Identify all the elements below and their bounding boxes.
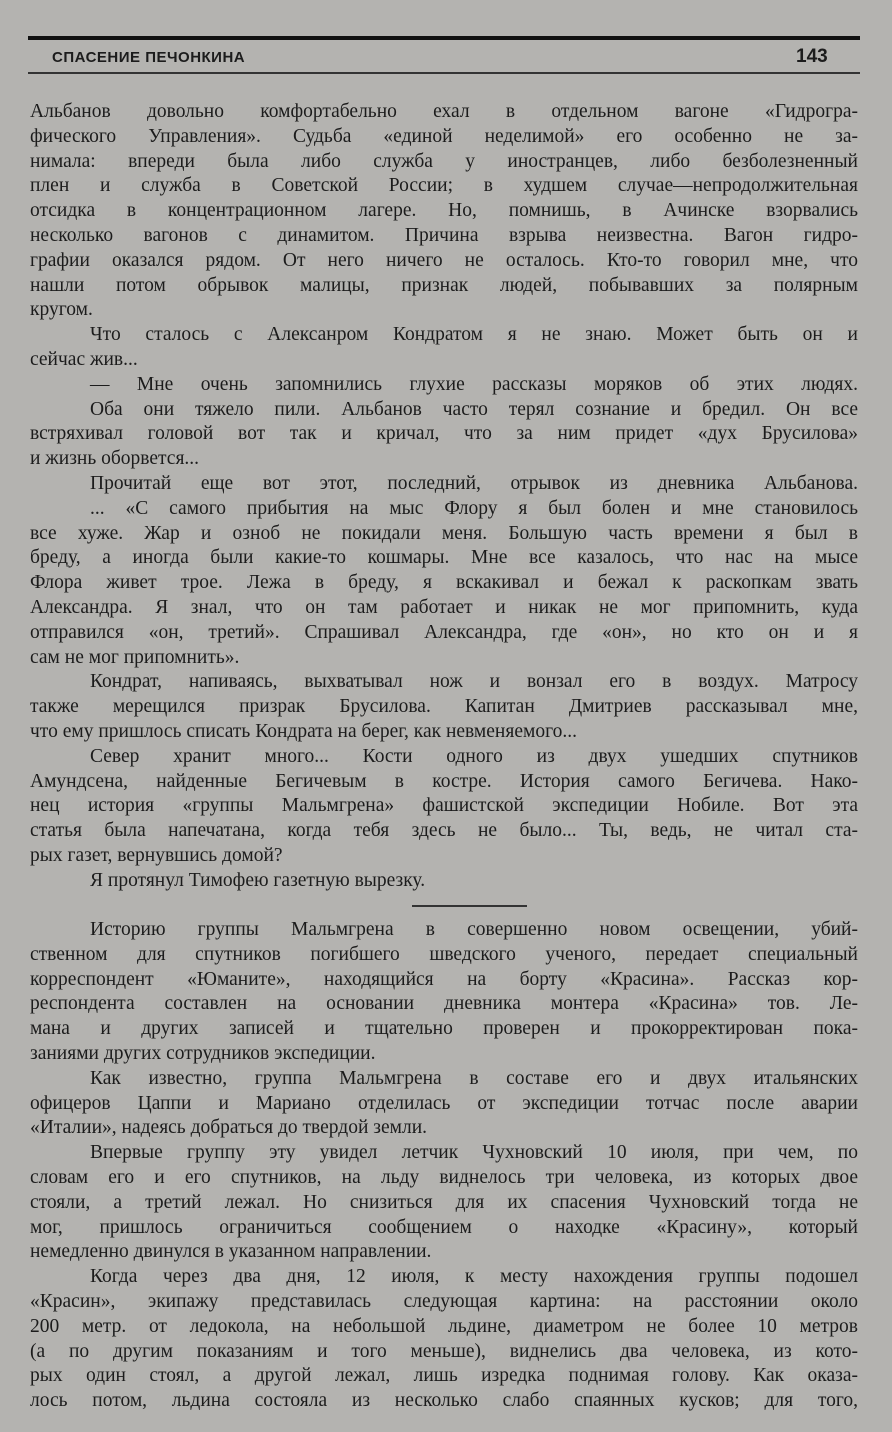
text-line: нец история «группы Мальмгрена» фашистской экспедиции Нобиле. Вот эта: [30, 795, 858, 817]
text-line: что ему пришлось списать Кондрата на берег, как невменяемого...: [30, 720, 577, 742]
header-top-rule: [28, 36, 860, 40]
text-line: Альбанов довольно комфортабельно ехал в отдельном вагоне «Гидрогра-: [30, 101, 858, 122]
text-line: Впервые группу эту увидел летчик Чухновский 10 июля, при чем, по: [90, 1142, 858, 1164]
text-line: бреду, а иногда были какие-то кошмары. Мне все казалось, что нас на мысе: [30, 547, 858, 569]
text-line: сам не мог припомнить».: [30, 646, 240, 668]
text-line: Историю группы Мальмгрена в совершенно новом освещении, убий-: [90, 919, 858, 940]
text-line: — Мне очень запомнились глухие рассказы моряков об этих людях.: [90, 373, 858, 395]
header-bottom-rule: [28, 72, 860, 74]
text-line: заниями других сотрудников экспедиции.: [30, 1042, 376, 1064]
text-line: нимала: впереди была либо служба у иностранцев, либо безболезненный: [30, 150, 858, 172]
text-line: мана и других записей и тщательно проверен и прокорректирован пока-: [30, 1018, 858, 1040]
text-line: также мерещился призрак Брусилова. Капитан Дмитриев рассказывал мне,: [30, 696, 858, 718]
text-line: 200 метр. от ледокола, на небольшой льдине, диаметром не более 10 метров: [30, 1315, 858, 1337]
text-line: все хуже. Жар и озноб не покидали меня. Большую часть времени я был в: [30, 522, 858, 544]
text-line: сейчас жив...: [30, 348, 138, 370]
text-line: и жизнь оборвется...: [30, 448, 200, 470]
text-line: немедленно двинулся в указанном направлении.: [30, 1241, 432, 1263]
text-section-1: [30, 100, 858, 894]
text-line: кругом.: [30, 299, 93, 321]
text-line: Александра. Я знал, что он там работает и никак не мог припомнить, куда: [30, 596, 858, 618]
text-section-2: [30, 918, 858, 1414]
text-line: респондента составлен на основании дневника монтера «Красина» тов. Ле-: [30, 993, 858, 1015]
text-line: ственном для спутников погибшего шведского ученого, передает специальный: [30, 943, 858, 965]
text-line: плен и служба в Советской России; в худшем случае—непродолжительная: [30, 175, 858, 197]
text-line: (а по другим показаниям и того меньше), виднелись два человека, из кото-: [30, 1340, 858, 1362]
text-line: «Красин», экипажу представилась следующая картина: на расстоянии около: [30, 1290, 858, 1312]
section-separator: [412, 905, 527, 907]
text-line: стояли, а третий лежал. Но снизиться для их спасения Чухновский тогда не: [30, 1191, 858, 1213]
text-line: Оба они тяжело пили. Альбанов часто терял сознание и бредил. Он все: [90, 398, 858, 420]
text-line: отправился «он, третий». Спрашивал Александра, где «он», но кто он и я: [30, 621, 858, 643]
text-line: отсидка в концентрационном лагере. Но, помнишь, в Ачинске взорвались: [30, 200, 858, 222]
text-line: словам его и его спутников, на льду виднелось три человека, из которых двое: [30, 1166, 858, 1188]
text-line: рых газет, вернувшись домой?: [30, 844, 283, 866]
text-line: «Италии», надеясь добраться до твердой земли.: [30, 1117, 428, 1139]
text-line: статья была напечатана, когда тебя здесь не было... Ты, ведь, не читал ста-: [30, 820, 858, 842]
page-number: 143: [796, 46, 828, 67]
running-title: СПАСЕНИЕ ПЕЧОНКИНА: [52, 49, 246, 66]
text-line: Флора живет трое. Лежа в бреду, я вскакивал и бежал к раскопкам звать: [30, 572, 858, 594]
text-line: несколько вагонов с динамитом. Причина взрыва неизвестна. Вагон гидро-: [30, 224, 858, 246]
text-line: рых один стоял, а другой лежал, лишь изредка поднимая голову. Как оказа-: [30, 1365, 858, 1387]
text-line: Что сталось с Алексанром Кондратом я не знаю. Может быть он и: [90, 324, 858, 346]
text-line: нашли потом обрывок малицы, признак людей, побывавших за полярным: [30, 274, 858, 296]
text-line: фического Управления». Судьба «единой неделимой» его особенно не за-: [30, 125, 858, 147]
text-line: Кондрат, напиваясь, выхватывал нож и вонзал его в воздух. Матросу: [90, 671, 858, 693]
text-line: Прочитай еще вот этот, последний, отрывок из дневника Альбанова.: [90, 472, 858, 494]
text-line: Как известно, группа Мальмгрена в составе его и двух итальянских: [90, 1067, 858, 1089]
text-line: встряхивал головой вот так и кричал, что за ним придет «дух Брусилова»: [30, 423, 858, 445]
text-line: Север хранит много... Кости одного из двух ушедших спутников: [90, 745, 858, 767]
text-line: офицеров Цаппи и Мариано отделилась от экспедиции тотчас после аварии: [30, 1092, 858, 1114]
text-line: Амундсена, найденные Бегичевым в костре. История самого Бегичева. Нако-: [30, 770, 858, 792]
text-line: ... «С самого прибытия на мыс Флору я был болен и мне становилось: [90, 497, 858, 519]
text-line: графии оказался рядом. От него ничего не осталось. Кто-то говорил мне, что: [30, 249, 858, 271]
text-line: Когда через два дня, 12 июля, к месту нахождения группы подошел: [90, 1266, 858, 1288]
text-line: Я протянул Тимофею газетную вырезку.: [90, 869, 426, 891]
text-line: лось потом, льдина состояла из несколько слабо спаянных кусков; для того,: [30, 1390, 858, 1412]
text-line: мог, пришлось ограничиться сообщением о находке «Красину», который: [30, 1216, 858, 1238]
text-line: корреспондент «Юманите», находящийся на борту «Красина». Рассказ кор-: [30, 968, 858, 990]
